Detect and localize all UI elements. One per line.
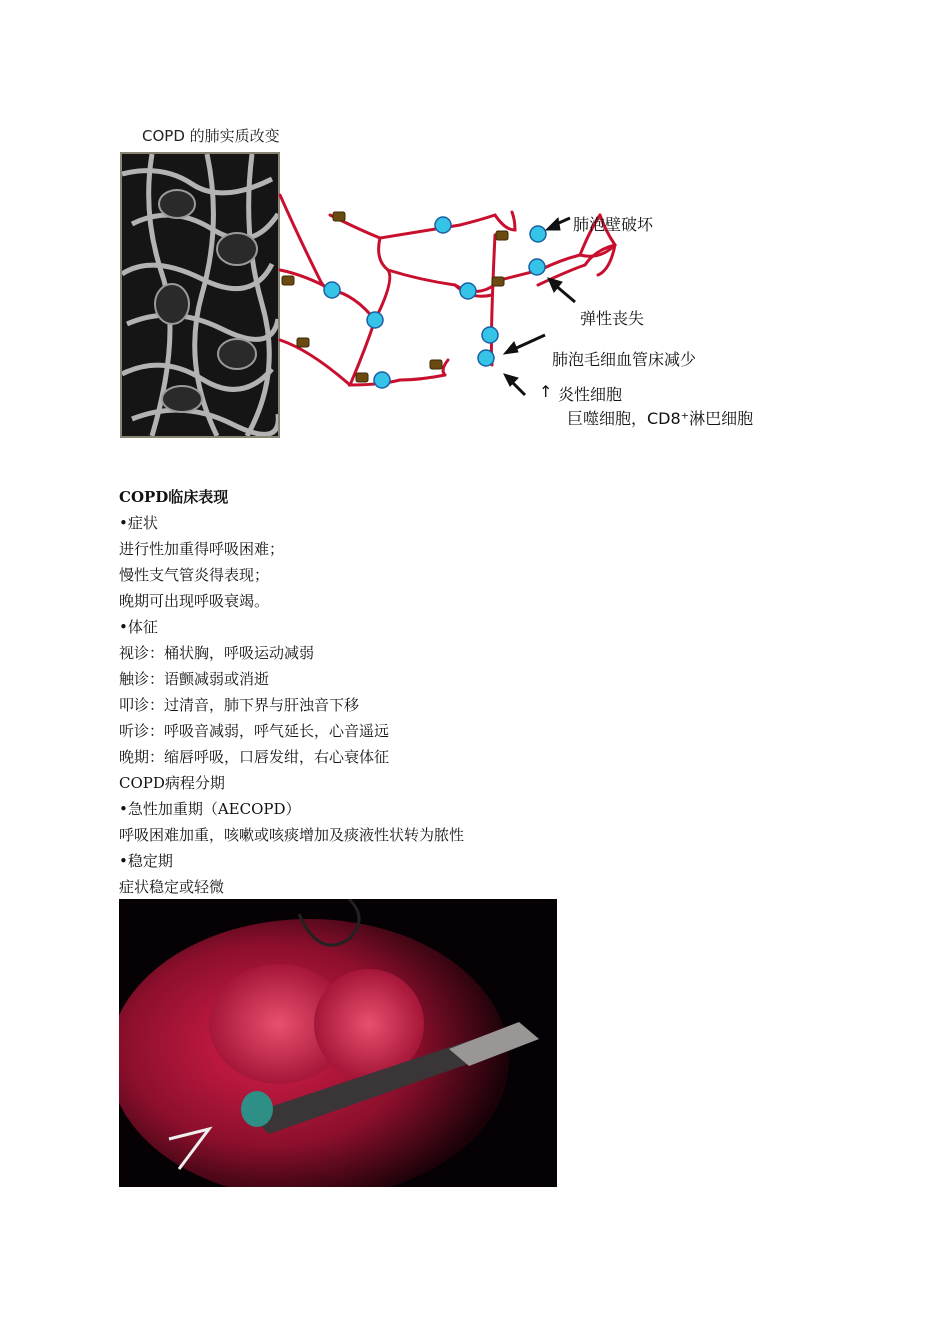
capillary-network-diagram [270, 190, 790, 440]
text-line: •急性加重期（AECOPD） [119, 800, 301, 818]
text-line: 触诊：语颤减弱或消逝 [119, 670, 270, 688]
label-alveolar-wall-destruction: 肺泡壁破坏 [573, 215, 654, 234]
text-line: •体征 [119, 618, 158, 636]
text-line: 慢性支气管炎得表现； [119, 566, 270, 584]
text-line: 视诊：桶状胸，呼吸运动减弱 [119, 644, 315, 662]
label-cell-types: 巨噬细胞，CD8⁺淋巴细胞 [567, 409, 754, 428]
lung-micrograph-image [120, 152, 280, 438]
figure-title: COPD 的肺实质改变 [142, 127, 280, 145]
text-line: 症状稳定或轻微 [119, 878, 225, 896]
text-line: •症状 [119, 514, 158, 532]
label-inflammatory-cells: 炎性细胞 [558, 385, 623, 404]
surgical-photo-image [119, 899, 557, 1187]
text-line: 晚期可出现呼吸衰竭。 [119, 592, 270, 610]
text-line: 听诊：呼吸音减弱，呼气延长，心音遥远 [119, 722, 390, 740]
text-line: 呼吸困难加重，咳嗽或咳痰增加及痰液性状转为脓性 [119, 826, 465, 844]
text-line: 进行性加重得呼吸困难； [119, 540, 285, 558]
text-line: •稳定期 [119, 852, 173, 870]
label-capillary-bed-reduction: 肺泡毛细血管床减少 [552, 350, 697, 369]
label-elasticity-loss: 弹性丧失 [580, 309, 645, 328]
label-up-arrow: ↑ [539, 382, 553, 401]
clinical-text [119, 484, 819, 900]
section-heading: COPD临床表现 [119, 488, 229, 506]
text-line: 叩诊：过清音，肺下界与肝浊音下移 [119, 696, 360, 714]
text-line: 晚期：缩唇呼吸，口唇发绀，右心衰体征 [119, 748, 390, 766]
text-line: COPD病程分期 [119, 774, 225, 792]
